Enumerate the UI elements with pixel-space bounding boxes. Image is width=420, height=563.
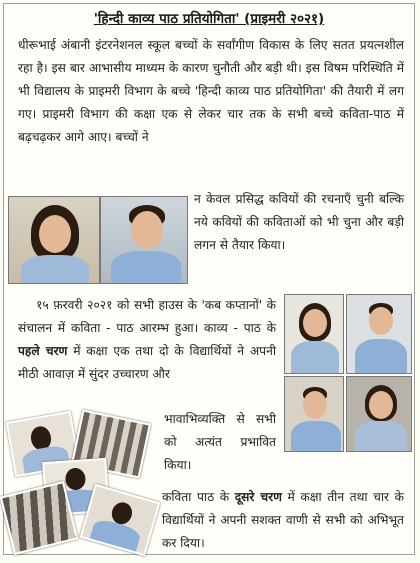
- photo-boy-namaste: [100, 196, 188, 284]
- fourth-paragraph: [162, 486, 404, 555]
- second-paragraph: न केवल प्रसिद्ध कवियों की रचनाएँ चुनी बल्कि नये कवियों की कविताओं को भी चुना और बड़ी लगन से तैयार किया।: [194, 192, 404, 252]
- photo-girl-singing: [284, 294, 344, 374]
- intro-paragraph: धीरूभाई अंबानी इंटरनेशनल स्कूल बच्चों के सर्वांगीण विकास के लिए सतत प्रयत्नशील रहा है। इस बार आभासीय माध्यम के कारण चुनौती और बड़ी थी। इस विषम परिस्थिति में भी विद्यालय के प्राइमरी विभाग के बच्चे 'हिन्दी काव्य पाठ प्रतियोगिता' की तैयारी में लग गए। प्राइमरी विभाग की कक्षा एक से लेकर चार तक के सभी बच्चे कविता-पाठ में बढ़चढ़कर आगे आए। बच्चों ने: [18, 38, 404, 144]
- collage-photo-4: [0, 481, 78, 555]
- third-paragraph-start: १५ फ़रवरी २०२१ को सभी हाउस के 'कब कप्तानों' के संचालन में कविता - पाठ आरम्भ हुआ। काव्य - पाठ के: [18, 298, 277, 335]
- photo-girl-headband: [346, 376, 412, 452]
- page-title-text: 'हिन्दी काव्य पाठ प्रतियोगिता' (प्राइमरी २०२१): [93, 11, 325, 27]
- newsletter-page: [3, 3, 415, 555]
- page-title: [4, 9, 414, 27]
- photo-boy-gesturing: [284, 376, 344, 452]
- third-paragraph-end: में कक्षा एक तथा दो के विद्यार्थियों ने अपनी मीठी आवाज़ में सुंदर उच्चारण और: [18, 344, 277, 381]
- third-paragraph: [18, 294, 276, 386]
- third-paragraph-tail: भावाभिव्यक्ति से सभी को अत्यंत प्रभावित किया।: [164, 412, 276, 472]
- fourth-paragraph-start: कविता पाठ के: [162, 490, 230, 504]
- collage-photo-5: [80, 484, 161, 557]
- photo-girl-reciting: [8, 196, 100, 284]
- first-phase-highlight: पहले चरण: [18, 344, 68, 358]
- second-phase-highlight: दूसरे चरण: [234, 490, 282, 504]
- fourth-paragraph-end: में कक्षा तीन तथा चार के विद्यार्थियों ने अपनी सशक्त वाणी से सभी को अभिभूत कर दिया।: [162, 490, 404, 550]
- photo-boy-standing: [346, 294, 412, 374]
